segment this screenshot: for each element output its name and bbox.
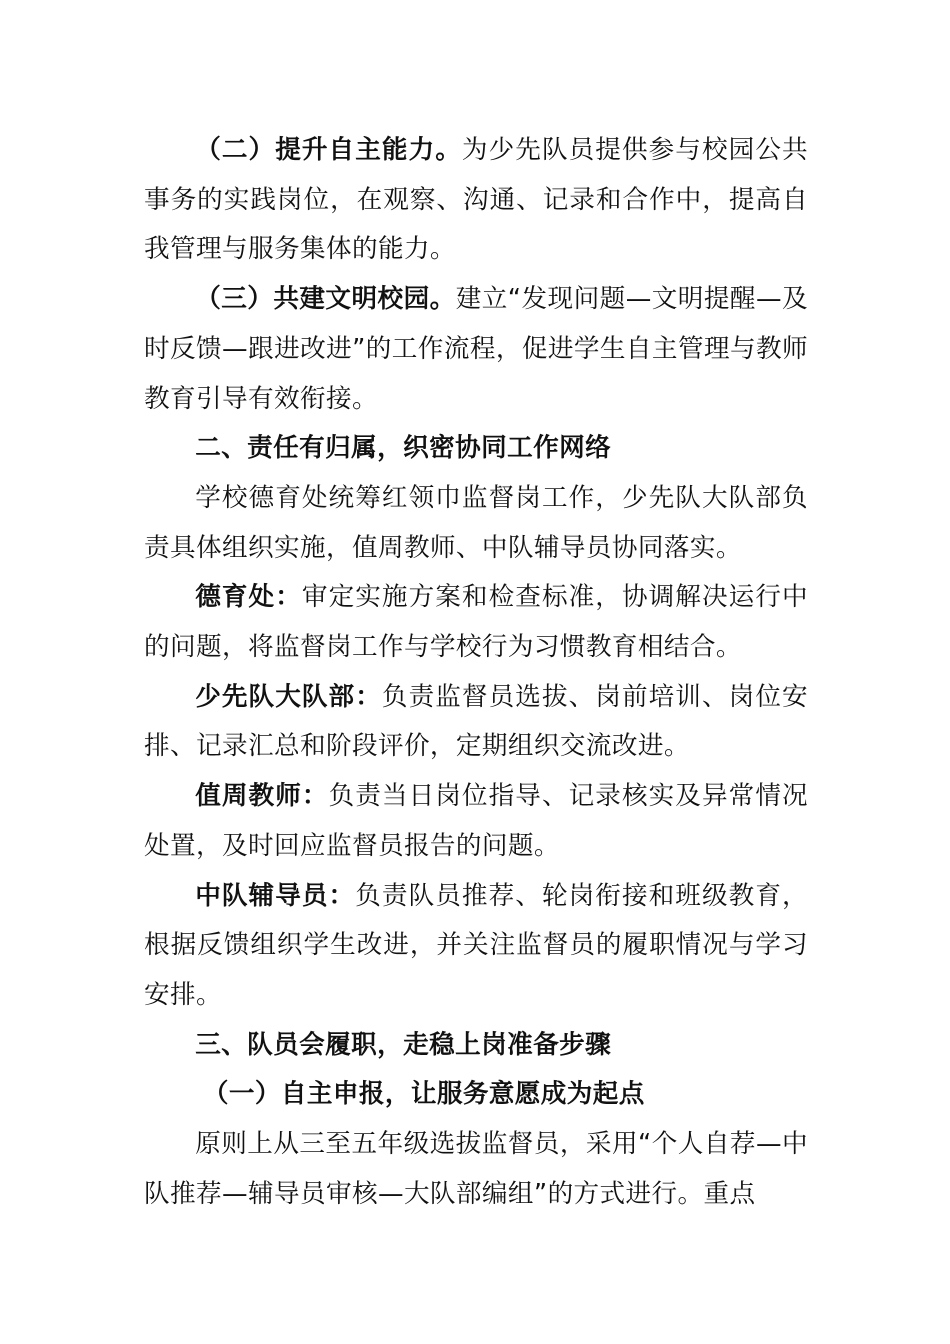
document-body — [144, 126, 808, 1219]
role-squadron-counselor — [144, 872, 808, 1021]
section-heading-3: 三、队员会履职，走稳上岗准备步骤 — [195, 1029, 612, 1060]
role-brigade — [144, 673, 808, 772]
subsection-heading-1: （一）自主申报，让服务意愿成为起点 — [202, 1079, 645, 1110]
goal-2-text: 为少先队员提供参与校园公共事务的实践岗位，在观察、沟通、记录和合作中，提高自我管理与服务集体的能力。 — [144, 135, 808, 265]
role-moral-education-office — [144, 573, 808, 672]
goal-3-text: 建立“发现问题—文明提醒—及时反馈—跟进改进”的工作流程，促进学生自主管理与教师教育引导有效衔接。 — [144, 284, 808, 414]
role-title: 少先队大队部： — [195, 681, 382, 712]
goal-paragraph-2 — [144, 126, 808, 275]
role-text: 审定实施方案和检查标准，协调解决运行中的问题，将监督岗工作与学校行为习惯教育相结合。 — [144, 582, 808, 663]
role-text: 负责队员推荐、轮岗衔接和班级教育，根据反馈组织学生改进，并关注监督员的履职情况与学习安排。 — [144, 880, 808, 1010]
role-text: 负责监督员选拔、岗前培训、岗位安排、记录汇总和阶段评价，定期组织交流改进。 — [144, 681, 808, 762]
goal-2-title: （二）提升自主能力。 — [195, 135, 462, 165]
role-text: 负责当日岗位指导、记录核实及异常情况处置，及时回应监督员报告的问题。 — [144, 781, 808, 861]
role-duty-teacher — [144, 772, 808, 871]
goal-paragraph-3 — [144, 275, 808, 424]
selection-paragraph: 原则上从三至五年级选拔监督员，采用“个人自荐—中队推荐—辅导员审核—大队部编组”的方式进行。重点 — [144, 1129, 808, 1209]
role-title: 中队辅导员： — [195, 880, 356, 911]
section-heading-2: 二、责任有归属，织密协同工作网络 — [195, 433, 612, 464]
responsibility-intro: 学校德育处统筹红领巾监督岗工作，少先队大队部负责具体组织实施，值周教师、中队辅导员协同落实。 — [144, 482, 808, 563]
goal-3-title: （三）共建文明校园。 — [195, 284, 456, 315]
role-title: 值周教师： — [195, 781, 329, 812]
role-title: 德育处： — [195, 582, 302, 613]
